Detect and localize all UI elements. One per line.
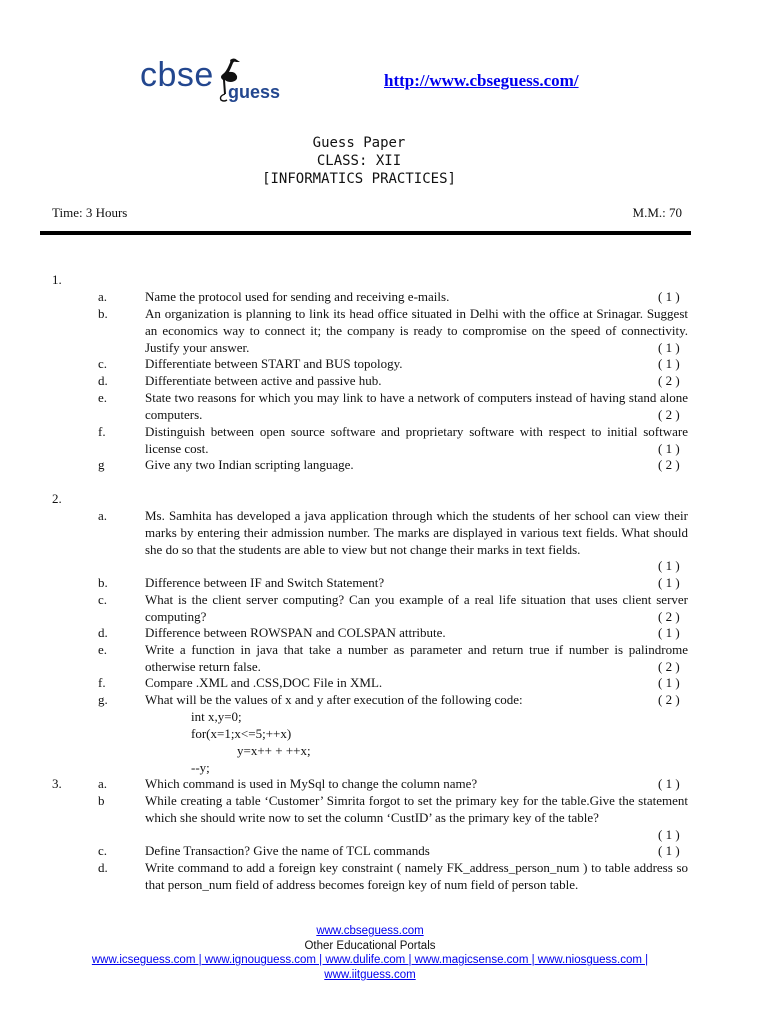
item-text: Write command to add a foreign key constraint ( namely FK_address_person_num ) to table address so that person_num field of address becomes foreign key of num field of person table. [145, 860, 688, 892]
logo-text-main: cbse [140, 56, 214, 94]
footer-portals-label: Other Educational Portals [304, 939, 436, 952]
item-marks: ( 1 ) [658, 339, 680, 355]
code-line: --y; [191, 760, 210, 775]
footer-last-link[interactable]: www.iitguess.com [324, 968, 416, 981]
item-letter: a. [98, 776, 108, 791]
time-marks-row [52, 205, 682, 221]
item-text: State two reasons for which you may link to have a network of computers instead of having stand alone computers. [145, 390, 688, 422]
footer-site-link[interactable]: www.cbseguess.com [316, 925, 424, 937]
class-title: CLASS: XII [316, 153, 402, 169]
item-text: Define Transaction? Give the name of TCL commands [145, 843, 430, 858]
item-text: Name the protocol used for sending and receiving e-mails. [145, 289, 450, 304]
item-letter: b [98, 793, 105, 808]
cbseguess-logo [140, 58, 310, 108]
item-letter: b. [98, 575, 108, 590]
item-marks: ( 1 ) [658, 776, 680, 791]
item-text: Ms. Samhita has developed a java application through which the students of her school can view their marks by entering their admission number. The marks are displayed in various text fields. What should she do so that the students are able to view but not change their marks in text fields. [145, 508, 688, 557]
site-link[interactable]: http://www.cbseguess.com/ [384, 71, 579, 90]
item-marks: ( 1 ) [658, 289, 680, 304]
item-letter: d. [98, 860, 108, 875]
item-letter: f. [98, 675, 106, 690]
item-letter: c. [98, 592, 108, 607]
code-line: int x,y=0; [191, 709, 242, 724]
item-marks: ( 1 ) [658, 625, 680, 640]
item-letter: g [98, 457, 105, 472]
item-letter: d. [98, 625, 108, 640]
item-text: While creating a table ‘Customer’ Simrita forgot to set the primary key for the table.Give the statement which she should write now to set the column ‘CustID’ as the primary key of the table? [145, 793, 688, 825]
item-marks: ( 2 ) [658, 457, 680, 472]
item-letter: a. [98, 289, 108, 304]
item-text: Which command is used in MySql to change the column name? [145, 776, 478, 791]
code-line: for(x=1;x<=5;++x) [191, 726, 292, 741]
item-marks: ( 1 ) [658, 356, 680, 371]
question-number: 3. [52, 776, 62, 791]
time-label: Time: 3 Hours [52, 205, 128, 220]
item-text: What is the client server computing? Can you example of a real life situation that uses client server computing? [145, 592, 688, 624]
item-text: Compare .XML and .CSS,DOC File in XML. [145, 675, 383, 690]
item-letter: e. [98, 390, 108, 405]
item-letter: f. [98, 424, 106, 439]
item-text: Write a function in java that take a number as parameter and return true if number is palindrome otherwise return false. [145, 642, 688, 674]
item-marks: ( 1 ) [658, 675, 680, 690]
item-marks: ( 2 ) [658, 373, 680, 388]
item-text: What will be the values of x and y after execution of the following code: [145, 692, 523, 707]
item-text: Differentiate between START and BUS topology. [145, 356, 403, 371]
item-letter: b. [98, 306, 108, 321]
code-line: y=x++ + ++x; [237, 743, 311, 758]
item-text: Difference between ROWSPAN and COLSPAN attribute. [145, 625, 446, 640]
item-text: Difference between IF and Switch Statement? [145, 575, 385, 590]
item-text: Differentiate between active and passive hub. [145, 373, 382, 388]
item-text: An organization is planning to link its head office situated in Delhi with the office at Srinagar. Suggest an economics way to connect it; the company is ready to compromise on the speed of connectivity. Justify your answer. [145, 306, 688, 355]
item-letter: a. [98, 508, 108, 523]
max-marks-label: M.M.: 70 [632, 205, 682, 220]
item-marks: ( 1 ) [658, 558, 680, 574]
item-marks: ( 1 ) [658, 826, 680, 842]
item-marks: ( 2 ) [658, 608, 680, 624]
item-marks: ( 1 ) [658, 843, 680, 858]
item-text: Distinguish between open source software and proprietary software with respect to initial software license cost. [145, 424, 688, 456]
item-letter: g. [98, 692, 108, 707]
item-text: Give any two Indian scripting language. [145, 457, 354, 472]
footer [0, 924, 740, 982]
item-marks: ( 1 ) [658, 440, 680, 456]
item-letter: c. [98, 843, 108, 858]
paper-title: Guess Paper [312, 135, 406, 151]
logo-text-sub: guess [228, 82, 281, 102]
question-number: 1. [52, 272, 62, 287]
item-marks: ( 2 ) [658, 658, 680, 674]
footer-portal-links[interactable]: www.icseguess.com | www.ignouguess.com | www.dulife.com | www.magicsense.com | www.niosguess.com | [91, 954, 649, 967]
item-marks: ( 1 ) [658, 575, 680, 590]
question-number: 2. [52, 491, 62, 506]
item-letter: e. [98, 642, 108, 657]
item-marks: ( 2 ) [658, 692, 680, 707]
item-letter: c. [98, 356, 108, 371]
header-divider [40, 231, 691, 235]
item-letter: d. [98, 373, 108, 388]
subject-title: [INFORMATICS PRACTICES] [262, 171, 456, 187]
item-marks: ( 2 ) [658, 406, 680, 422]
